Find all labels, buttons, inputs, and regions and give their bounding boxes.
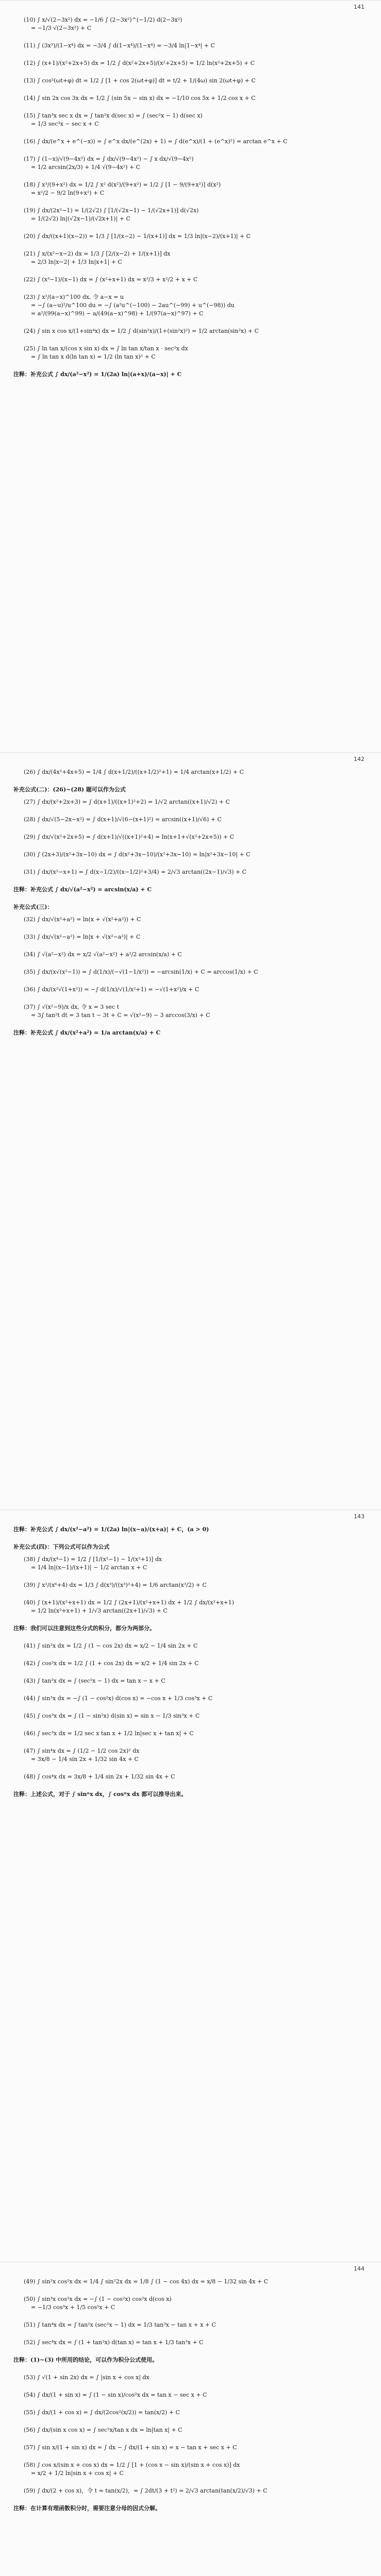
spacer bbox=[13, 1615, 364, 1624]
spacer bbox=[13, 2329, 364, 2338]
spacer bbox=[13, 876, 364, 886]
equation-line: (25) ∫ ln tan x/(cos x sin x) dx = ∫ ln tan x/tan x · sec²x dx bbox=[24, 345, 188, 352]
spacer bbox=[13, 85, 364, 94]
equation-line: (31) ∫ dx/(x²−x+1) = ∫ d(x−1/2)/((x−1/2)²+3/4) = 2/√3 arctan((2x−1)/√3) + C bbox=[24, 869, 246, 875]
note-line: 注释：(1)~(3) 中所用的结论，可以作为积分公式使用。 bbox=[13, 2357, 158, 2363]
equation-line: (47) ∫ sin⁴x dx = ∫ (1/2 − 1/2 cos 2x)² dx bbox=[24, 1748, 140, 1754]
spacer bbox=[13, 2312, 364, 2321]
page-number: 143 bbox=[354, 1513, 365, 1520]
spacer bbox=[13, 266, 364, 276]
equation-line: (27) ∫ dx/(x²+2x+3) = ∫ d(x+1)/((x+1)²+2) = 1/√2 arctan((x+1)/√2) + C bbox=[24, 799, 230, 805]
spacer bbox=[13, 824, 364, 833]
spacer bbox=[13, 1650, 364, 1659]
note-line: 注释：补充公式 ∫ dx/(x²−a²) = 1/(2a) ln|(x−a)/(x+a)| + C，(a > 0) bbox=[13, 1526, 209, 1533]
spacer bbox=[13, 2399, 364, 2409]
equation-line: (55) ∫ dx/(1 + cos x) = ∫ dx/(2cos²(x/2)) = tan(x/2) + C bbox=[24, 2409, 180, 2416]
note-line: 注释：补充公式 ∫ dx/√(a²−x²) = arcsin(x/a) + C bbox=[13, 886, 152, 893]
equation-line: (20) ∫ dx/((x+1)(x−2)) = 1/3 ∫ [1/(x−2) − 1/(x+1)] dx = 1/3 ln|(x−2)/(x+1)| + C bbox=[24, 233, 251, 240]
spacer bbox=[13, 1781, 364, 1790]
note-line: 注释：我们可以注意到这些分式的积分，都分为两部分。 bbox=[13, 1625, 155, 1632]
spacer bbox=[13, 146, 364, 155]
equation-line: (21) ∫ x/(x²−x−2) dx = 1/3 ∫ [2/(x−2) + 1/(x+1)] dx bbox=[24, 250, 171, 257]
equation-line: (44) ∫ sin³x dx = −∫ (1 − cos²x) d(cos x) = −cos x + 1/3 cos³x + C bbox=[24, 1695, 213, 1702]
spacer bbox=[13, 1668, 364, 1677]
equation-line: (11) ∫ (3x³)/(1−x⁴) dx = −3/4 ∫ d(1−x⁴)/(1−x⁴) = −3/4 ln|1−x⁴| + C bbox=[24, 42, 215, 49]
spacer bbox=[13, 1633, 364, 1642]
equation-line: (46) ∫ sec³x dx = 1/2 sec x tan x + 1/2 ln|sec x + tan x| + C bbox=[24, 1730, 194, 1737]
spacer bbox=[13, 2434, 364, 2444]
equation-line: (32) ∫ dx/√(x²+a²) = ln(x + √(x²+a²)) + C bbox=[24, 916, 141, 923]
equation-line: (22) ∫ (x³−1)/(x−1) dx = ∫ (x²+x+1) dx = x³/3 + x²/2 + x + C bbox=[24, 276, 198, 283]
equation-line: (54) ∫ dx/(1 + sin x) = ∫ (1 − sin x)/cos²x dx = tan x − sec x + C bbox=[24, 2392, 207, 2398]
equation-line: = 1/2 arcsin(2x/3) + 1/4 √(9−4x²) + C bbox=[31, 164, 141, 171]
equation-line: = 1/(2√2) ln|(√2x−1)/(√2x+1)| + C bbox=[31, 215, 130, 222]
equation-line: (53) ∫ √(1 + sin 2x) dx = ∫ |sin x + cos x| dx bbox=[24, 2374, 150, 2381]
equation-line: = ∫ ln tan x d(ln tan x) = 1/2 (ln tan x)² + C bbox=[31, 353, 156, 360]
equation-line: (48) ∫ cos⁴x dx = 3x/8 + 1/4 sin 2x + 1/32 sin 4x + C bbox=[24, 1773, 175, 1780]
equation-line: (18) ∫ x³/(9+x²) dx = 1/2 ∫ x² d(x²)/(9+x²) = 1/2 ∫ [1 − 9/(9+x²)] d(x²) bbox=[24, 181, 221, 188]
equation-line: = −1/3 cos³x + 1/5 cos⁵x + C bbox=[31, 2304, 115, 2311]
page-3 bbox=[0, 1510, 381, 2262]
page-number: 142 bbox=[354, 756, 365, 762]
equation-line: (43) ∫ tan²x dx = ∫ (sec²x − 1) dx = tan x − x + C bbox=[24, 1677, 165, 1684]
spacer bbox=[13, 894, 364, 903]
spacer bbox=[13, 2495, 364, 2504]
equation-line: (38) ∫ dx/(x⁴−1) = 1/2 ∫ [1/(x²−1) − 1/(x²+1)] dx bbox=[24, 1556, 162, 1563]
equation-line: (42) ∫ cos²x dx = 1/2 ∫ (1 + cos 2x) dx = x/2 + 1/4 sin 2x + C bbox=[24, 1660, 199, 1667]
spacer bbox=[13, 1589, 364, 1599]
note-line: 注释：上述公式，对于 ∫ sinⁿx dx，∫ cosⁿx dx 都可以推导出来。 bbox=[13, 1791, 187, 1798]
spacer bbox=[13, 197, 364, 207]
spacer bbox=[13, 2347, 364, 2356]
equation-line: (33) ∫ dx/√(x²−a²) = ln|x + √(x²−a²)| + C bbox=[24, 934, 141, 940]
note-line: 注释：在计算有理函数积分时，需要注意分母的因式分解。 bbox=[13, 2505, 161, 2512]
spacer bbox=[13, 1020, 364, 1029]
page-4 bbox=[0, 2262, 381, 2576]
spacer bbox=[13, 2364, 364, 2374]
equation-line: = −∫ (a−u)²/u^100 du = −∫ (a²u^(−100) − 2au^(−99) + u^(−98)) du bbox=[31, 302, 235, 309]
spacer bbox=[13, 361, 364, 370]
spacer bbox=[13, 128, 364, 138]
spacer bbox=[13, 2452, 364, 2461]
equation-line: = 1/2 ln(x²+x+1) + 1/√3 arctan((2x+1)/√3) + C bbox=[31, 1607, 168, 1614]
spacer bbox=[13, 2478, 364, 2487]
spacer bbox=[13, 806, 364, 816]
equation-line: = a²/(99(a−x)^99) − a/(49(a−x)^98) + 1/(97(a−x)^97) + C bbox=[31, 310, 204, 317]
equation-line: (35) ∫ dx/(x√(x²−1)) = ∫ d(1/x)/(−√(1−1/x²)) = −arcsin(1/x) + C = arccos(1/x) + C bbox=[24, 969, 258, 975]
equation-line: (59) ∫ dx/(2 + cos x)，令 t = tan(x/2)，= ∫ 2dt/(3 + t²) = 2/√3 arctan(tan(x/2)/√3) + C bbox=[24, 2487, 268, 2494]
equation-line: (26) ∫ dx/(4x²+4x+5) = 1/4 ∫ d(x+1/2)/((x+1/2)²+1) = 1/4 arctan(x+1/2) + C bbox=[24, 769, 244, 775]
spacer bbox=[13, 1685, 364, 1694]
equation-line: (45) ∫ cos³x dx = ∫ (1 − sin²x) d(sin x) = sin x − 1/3 sin³x + C bbox=[24, 1713, 200, 1719]
note-line: 补充公式(二)：(26)~(28) 题可以作为公式 bbox=[13, 786, 126, 793]
spacer bbox=[13, 924, 364, 933]
note-line: 注释：补充公式 ∫ dx/(x²+a²) = 1/a arctan(x/a) + C bbox=[13, 1029, 161, 1036]
equation-line: = 1/4 ln|(x−1)/(x+1)| − 1/2 arctan x + C bbox=[31, 1564, 147, 1571]
spacer bbox=[13, 103, 364, 112]
equation-line: (29) ∫ dx/√(x²+2x+5) = ∫ d(x+1)/√((x+1)²+4) = ln(x+1+√(x²+2x+5)) + C bbox=[24, 834, 234, 840]
page-content bbox=[13, 2278, 364, 2513]
equation-line: (51) ∫ tan⁴x dx = ∫ tan²x (sec²x − 1) dx = 1/3 tan³x − tan x + x + C bbox=[24, 2321, 216, 2328]
spacer bbox=[13, 776, 364, 786]
equation-line: (58) ∫ cos x/(sin x + cos x) dx = 1/2 ∫ [1 + (cos x − sin x)/(sin x + cos x)] dx bbox=[24, 2462, 240, 2468]
spacer bbox=[13, 841, 364, 851]
spacer bbox=[13, 50, 364, 59]
equation-line: (39) ∫ x²/(x⁶+4) dx = 1/3 ∫ d(x³)/((x³)²+4) = 1/6 arctan(x³/2) + C bbox=[24, 1582, 207, 1588]
note-line: 注释：补充公式 ∫ dx/(a²−x²) = 1/(2a) ln|(a+x)/(a−x)| + C bbox=[13, 371, 182, 378]
spacer bbox=[13, 911, 364, 916]
equation-line: (41) ∫ sin²x dx = 1/2 ∫ (1 − cos 2x) dx = x/2 − 1/4 sin 2x + C bbox=[24, 1642, 198, 1649]
spacer bbox=[13, 1551, 364, 1555]
spacer bbox=[13, 1703, 364, 1712]
equation-line: = x²/2 − 9/2 ln(9+x²) + C bbox=[31, 190, 105, 196]
equation-line: = 1/3 sec³x − sec x + C bbox=[31, 121, 99, 127]
spacer bbox=[13, 794, 364, 798]
spacer bbox=[13, 241, 364, 250]
page-content bbox=[13, 1526, 364, 1799]
equation-line: (15) ∫ tan³x sec x dx = ∫ tan²x d(sec x) = ∫ (sec²x − 1) d(sec x) bbox=[24, 112, 203, 119]
page-2 bbox=[0, 752, 381, 1510]
equation-line: (23) ∫ x²/(a−x)^100 dx, 令 a−x = u bbox=[24, 294, 124, 300]
equation-line: = −1/3 √(2−3x²) + C bbox=[31, 25, 92, 31]
spacer bbox=[13, 994, 364, 1003]
equation-line: = 3x/8 − 1/4 sin 2x + 1/32 sin 4x + C bbox=[31, 1756, 139, 1762]
spacer bbox=[13, 1738, 364, 1747]
spacer bbox=[13, 1534, 364, 1543]
equation-line: (37) ∫ √(x²−9)/x dx, 令 x = 3 sec t bbox=[24, 1004, 120, 1010]
equation-line: (34) ∫ √(a²−x²) dx = x/2 √(a²−x²) + a²/2 arcsin(x/a) + C bbox=[24, 951, 182, 958]
spacer bbox=[13, 335, 364, 345]
spacer bbox=[13, 223, 364, 232]
spacer bbox=[13, 941, 364, 951]
equation-line: = 2/3 ln|x−2| + 1/3 ln|x+1| + C bbox=[31, 259, 122, 265]
equation-line: (13) ∫ cos²(ωt+φ) dt = 1/2 ∫ [1 + cos 2(ωt+φ)] dt = t/2 + 1/(4ω) sin 2(ωt+φ) + C bbox=[24, 77, 256, 84]
note-line: 补充公式(三)： bbox=[13, 904, 53, 910]
spacer bbox=[13, 959, 364, 968]
equation-line: (57) ∫ sin x/(1 + sin x) dx = ∫ dx − ∫ dx/(1 + sin x) = x − tan x + sec x + C bbox=[24, 2444, 237, 2451]
page-content bbox=[13, 16, 364, 379]
spacer bbox=[13, 2417, 364, 2426]
spacer bbox=[13, 976, 364, 986]
spacer bbox=[13, 67, 364, 77]
page-number: 144 bbox=[354, 2265, 365, 2272]
equation-line: (17) ∫ (1−x)/√(9−4x²) dx = ∫ dx/√(9−4x²) − ∫ x dx/√(9−4x²) bbox=[24, 156, 194, 162]
equation-line: (52) ∫ sec⁴x dx = ∫ (1 + tan²x) d(tan x) = tan x + 1/3 tan³x + C bbox=[24, 2339, 204, 2346]
equation-line: (24) ∫ sin x cos x/(1+sin⁴x) dx = 1/2 ∫ d(sin²x)/(1+(sin²x)²) = 1/2 arctan(sin²x) + C bbox=[24, 328, 259, 334]
equation-line: (16) ∫ dx/(e^x + e^(−x)) = ∫ e^x dx/(e^(2x) + 1) = ∫ d(e^x)/(1 + (e^x)²) = arctan e^x + C bbox=[24, 138, 288, 145]
equation-line: (12) ∫ (x+1)/(x²+2x+5) dx = 1/2 ∫ d(x²+2x+5)/(x²+2x+5) = 1/2 ln(x²+2x+5) + C bbox=[24, 60, 255, 66]
equation-line: (28) ∫ dx/√(5−2x−x²) = ∫ d(x+1)/√(6−(x+1)²) = arcsin((x+1)/√6) + C bbox=[24, 816, 222, 823]
page-1 bbox=[0, 0, 381, 753]
spacer bbox=[13, 1764, 364, 1773]
equation-line: (40) ∫ (x+1)/(x²+x+1) dx = 1/2 ∫ (2x+1)/(x²+x+1) dx + 1/2 ∫ dx/(x²+x+1) bbox=[24, 1599, 234, 1606]
page-content bbox=[13, 768, 364, 1037]
equation-line: (49) ∫ sin²x cos²x dx = 1/4 ∫ sin²2x dx = 1/8 ∫ (1 − cos 4x) dx = x/8 − 1/32 sin 4x + C bbox=[24, 2278, 269, 2285]
spacer bbox=[13, 1720, 364, 1730]
equation-line: (36) ∫ dx/(x²√(1+x²)) = −∫ d(1/x)/√(1/x²+1) = −√(1+x²)/x + C bbox=[24, 986, 200, 993]
equation-line: (50) ∫ sin³x cos²x dx = −∫ (1 − cos²x) cos²x d(cos x) bbox=[24, 2296, 172, 2302]
spacer bbox=[13, 318, 364, 327]
equation-line: (30) ∫ (2x+3)/(x²+3x−10) dx = ∫ d(x²+3x−10)/(x²+3x−10) = ln|x²+3x−10| + C bbox=[24, 851, 251, 858]
spacer bbox=[13, 1572, 364, 1581]
spacer bbox=[13, 859, 364, 868]
equation-line: (56) ∫ dx/(sin x cos x) = ∫ sec²x/tan x dx = ln|tan x| + C bbox=[24, 2427, 183, 2433]
equation-line: = 3∫ tan²t dt = 3 tan t − 3t + C = √(x²−9) − 3 arccos(3/x) + C bbox=[31, 1012, 210, 1019]
equation-line: (14) ∫ sin 2x cos 3x dx = 1/2 ∫ (sin 5x − sin x) dx = −1/10 cos 5x + 1/2 cos x + C bbox=[24, 95, 256, 101]
equation-line: (19) ∫ dx/(2x²−1) = 1/(2√2) ∫ [1/(√2x−1) − 1/(√2x+1)] d(√2x) bbox=[24, 207, 199, 214]
spacer bbox=[13, 284, 364, 293]
spacer bbox=[13, 32, 364, 42]
equation-line: (10) ∫ x/√(2−3x²) dx = −1/6 ∫ (2−3x²)^(−1/2) d(2−3x²) bbox=[24, 16, 183, 23]
spacer bbox=[13, 2286, 364, 2295]
note-line: 补充公式(四)：下列公式可以作为公式 bbox=[13, 1544, 110, 1550]
spacer bbox=[13, 172, 364, 181]
equation-line: = x/2 + 1/2 ln|sin x + cos x| + C bbox=[31, 2470, 124, 2477]
spacer bbox=[13, 2382, 364, 2391]
page-number: 141 bbox=[354, 4, 365, 10]
